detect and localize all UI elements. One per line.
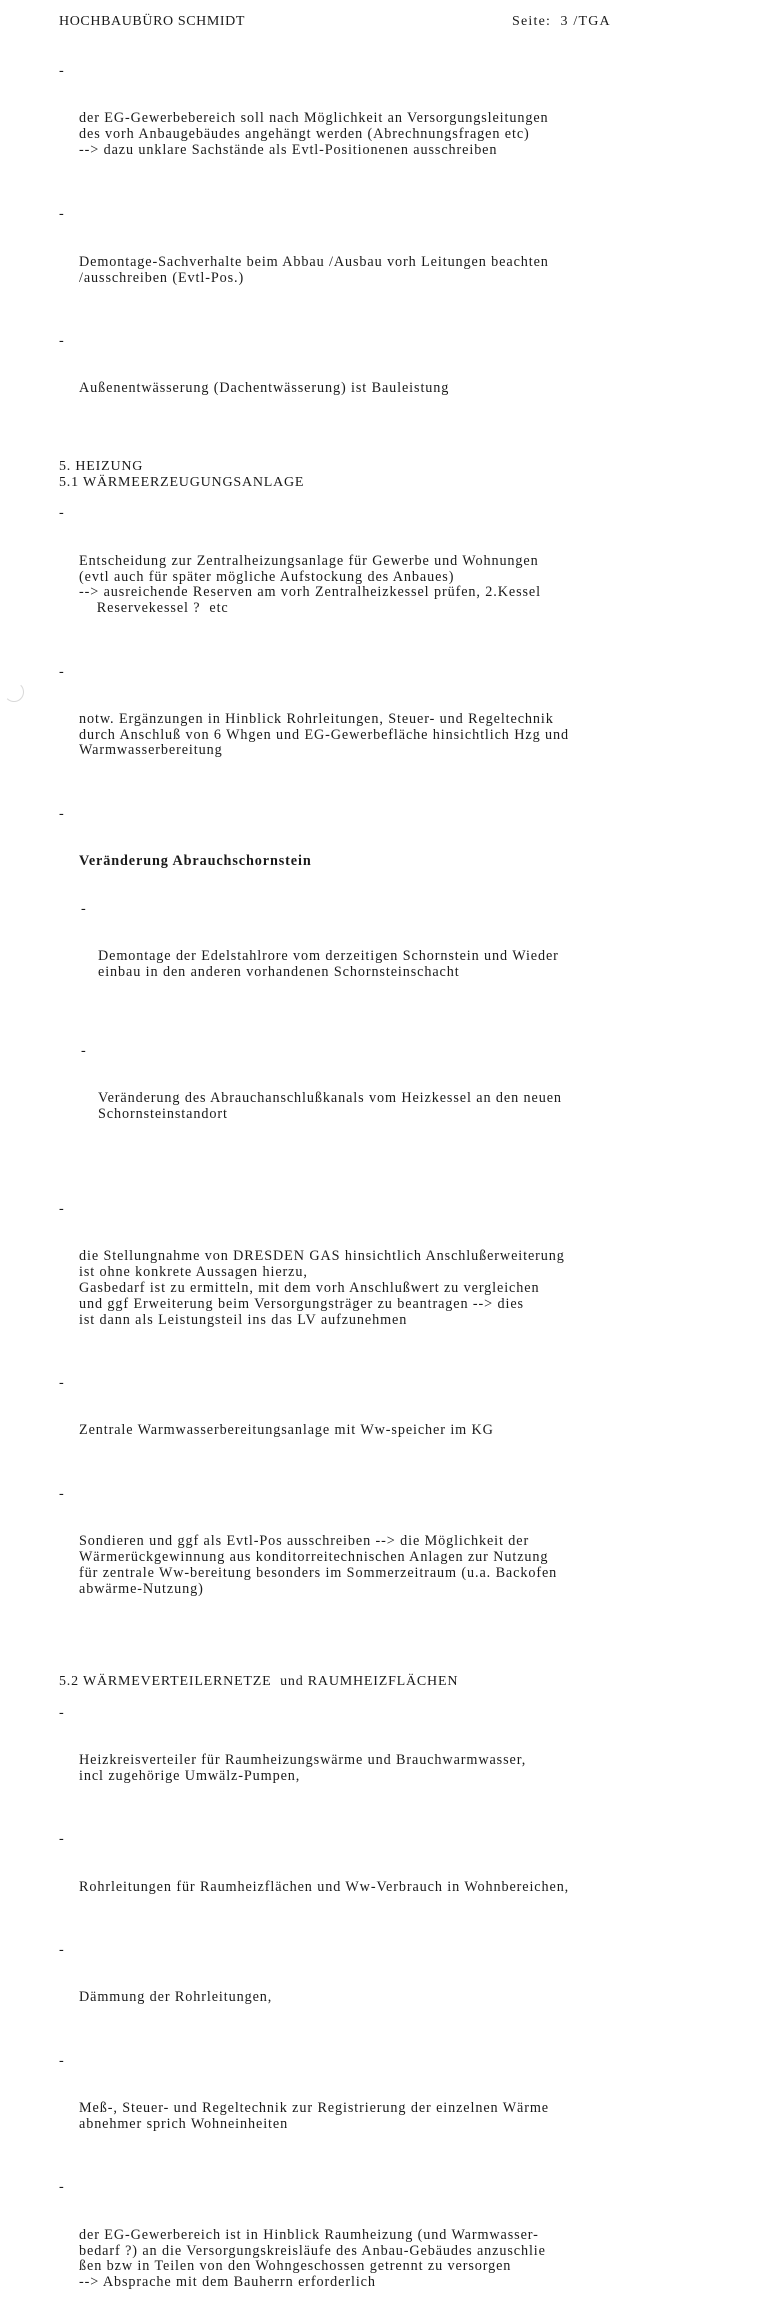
item-text: Demontage-Sachverhalte beim Abbau /Ausbau vorh Leitungen beachten /ausschreiben (Evtl-Pos.) <box>79 253 549 286</box>
document-body <box>59 64 749 2323</box>
list-item <box>59 1706 749 1817</box>
list-item <box>59 334 749 429</box>
bullet-dash: - <box>59 206 65 223</box>
subsection-heading: 5.2 WÄRMEVERTEILERNETZE und RAUMHEIZFLÄCHEN <box>59 1673 459 1689</box>
list-item <box>59 1487 749 1629</box>
item-text: der EG-Gewerbereich ist in Hinblick Raumheizung (und Warmwasser- bedarf ?) an die Versorgungskreisläufe des Anbau-Gebäudes anzuschlie ßen bzw in Teilen von den Wohngeschossen getrennt zu versorgen --> Absprache mit dem Bauherrn erforderlich <box>79 2226 546 2291</box>
item-text: Rohrleitungen für Raumheizflächen und Ww-Verbrauch in Wohnbereichen, <box>79 1878 570 1895</box>
bullet-dash: - <box>59 805 65 822</box>
item-text: Sondieren und ggf als Evtl-Pos ausschreiben --> die Möglichkeit der Wärmerückgewinnung aus konditorreitechnischen Anlagen zur Nutzung für zentrale Ww-bereitung besonders im Sommerzeitraum (u.a. Backofen abwärme-Nutzung) <box>79 1533 558 1597</box>
item-text: Dämmung der Rohrleitungen, <box>79 1989 273 2006</box>
bullet-dash: - <box>59 332 65 349</box>
section-heading: 5. HEIZUNG <box>59 458 144 474</box>
bullet-dash: - <box>81 1042 87 1059</box>
bullet-dash: - <box>59 1374 65 1391</box>
list-item <box>59 2054 749 2165</box>
bullet-dash: - <box>59 63 65 79</box>
scan-mark <box>4 682 24 702</box>
item-text: der EG-Gewerbebereich soll nach Möglichkeit an Versorgungsleitungen des vorh Anbaugebäudes angehängt werden (Abrechnungsfragen etc) --> dazu unklare Sachstände als Evtl-Positionenen ausschreiben <box>79 110 549 158</box>
item-text: die Stellungnahme von DRESDEN GAS hinsichtlich Anschlußerweiterung ist ohne konkrete Aussagen hierzu, Gasbedarf ist zu ermitteln, mit dem vorh Anschlußwert zu vergleichen und ggf Erweiterung beim Versorgungsträger zu beantragen --> dies ist dann als Leistungsteil ins das LV aufzunehmen <box>79 1248 565 1328</box>
item-text: Demontage der Edelstahlrore vom derzeitigen Schornstein und Wieder einbau in den anderen vorhandenen Schornsteinschacht <box>98 948 559 980</box>
bullet-dash: - <box>59 1831 65 1848</box>
bullet-dash: - <box>59 2179 65 2196</box>
list-item <box>59 1376 749 1471</box>
list-item <box>59 1202 749 1360</box>
list-item <box>59 2180 749 2322</box>
item-text: Außenentwässerung (Dachentwässerung) ist Bauleistung <box>79 380 450 397</box>
bullet-dash: - <box>59 663 65 680</box>
list-item <box>59 1832 749 1927</box>
bullet-dash: - <box>59 505 65 522</box>
bullet-dash: - <box>59 1201 65 1217</box>
list-item <box>59 665 749 791</box>
bullet-dash: - <box>81 900 87 917</box>
sub-list-item <box>81 902 749 1013</box>
bullet-dash: - <box>59 2052 65 2069</box>
subsection-heading: 5.1 WÄRMEERZEUGUNGSANLAGE <box>59 474 305 490</box>
sub-list-item <box>81 1044 749 1155</box>
list-item <box>59 506 749 648</box>
item-text: Heizkreisverteiler für Raumheizungswärme und Brauchwarmwasser, incl zugehörige Umwälz-Pumpen, <box>79 1752 527 1784</box>
bullet-dash: - <box>59 1942 65 1959</box>
item-text: notw. Ergänzungen in Hinblick Rohrleitungen, Steuer- und Regeltechnik durch Anschluß von 6 Whgen und EG-Gewerbefläche hinsichtlich Hzg und Warmwasserbereitung <box>79 710 569 759</box>
bullet-dash: - <box>59 1485 65 1502</box>
list-item <box>59 1943 749 2038</box>
bullet-dash: - <box>59 1704 65 1721</box>
list-item <box>59 207 749 318</box>
item-title: Veränderung Abrauchschornstein <box>79 853 312 870</box>
list-item <box>59 807 749 1186</box>
page-number: Seite: 3 /TGA <box>512 14 611 29</box>
item-text: Meß-, Steuer- und Regeltechnik zur Registrierung der einzelnen Wärme abnehmer sprich Wohneinheiten <box>79 2100 549 2133</box>
list-item <box>59 64 749 190</box>
item-text: Veränderung des Abrauchanschlußkanals vom Heizkessel an den neuen Schornsteinstandort <box>98 1090 562 1123</box>
item-text: Entscheidung zur Zentralheizungsanlage für Gewerbe und Wohnungen (evtl auch für später mögliche Aufstockung des Anbaues) --> ausreichende Reserven am vorh Zentralheizkessel prüfen, 2.Kessel Reservekessel ? etc <box>79 552 541 617</box>
item-text: Zentrale Warmwasserbereitungsanlage mit Ww-speicher im KG <box>79 1422 494 1439</box>
company-header: HOCHBAUBÜRO SCHMIDT <box>59 14 246 29</box>
